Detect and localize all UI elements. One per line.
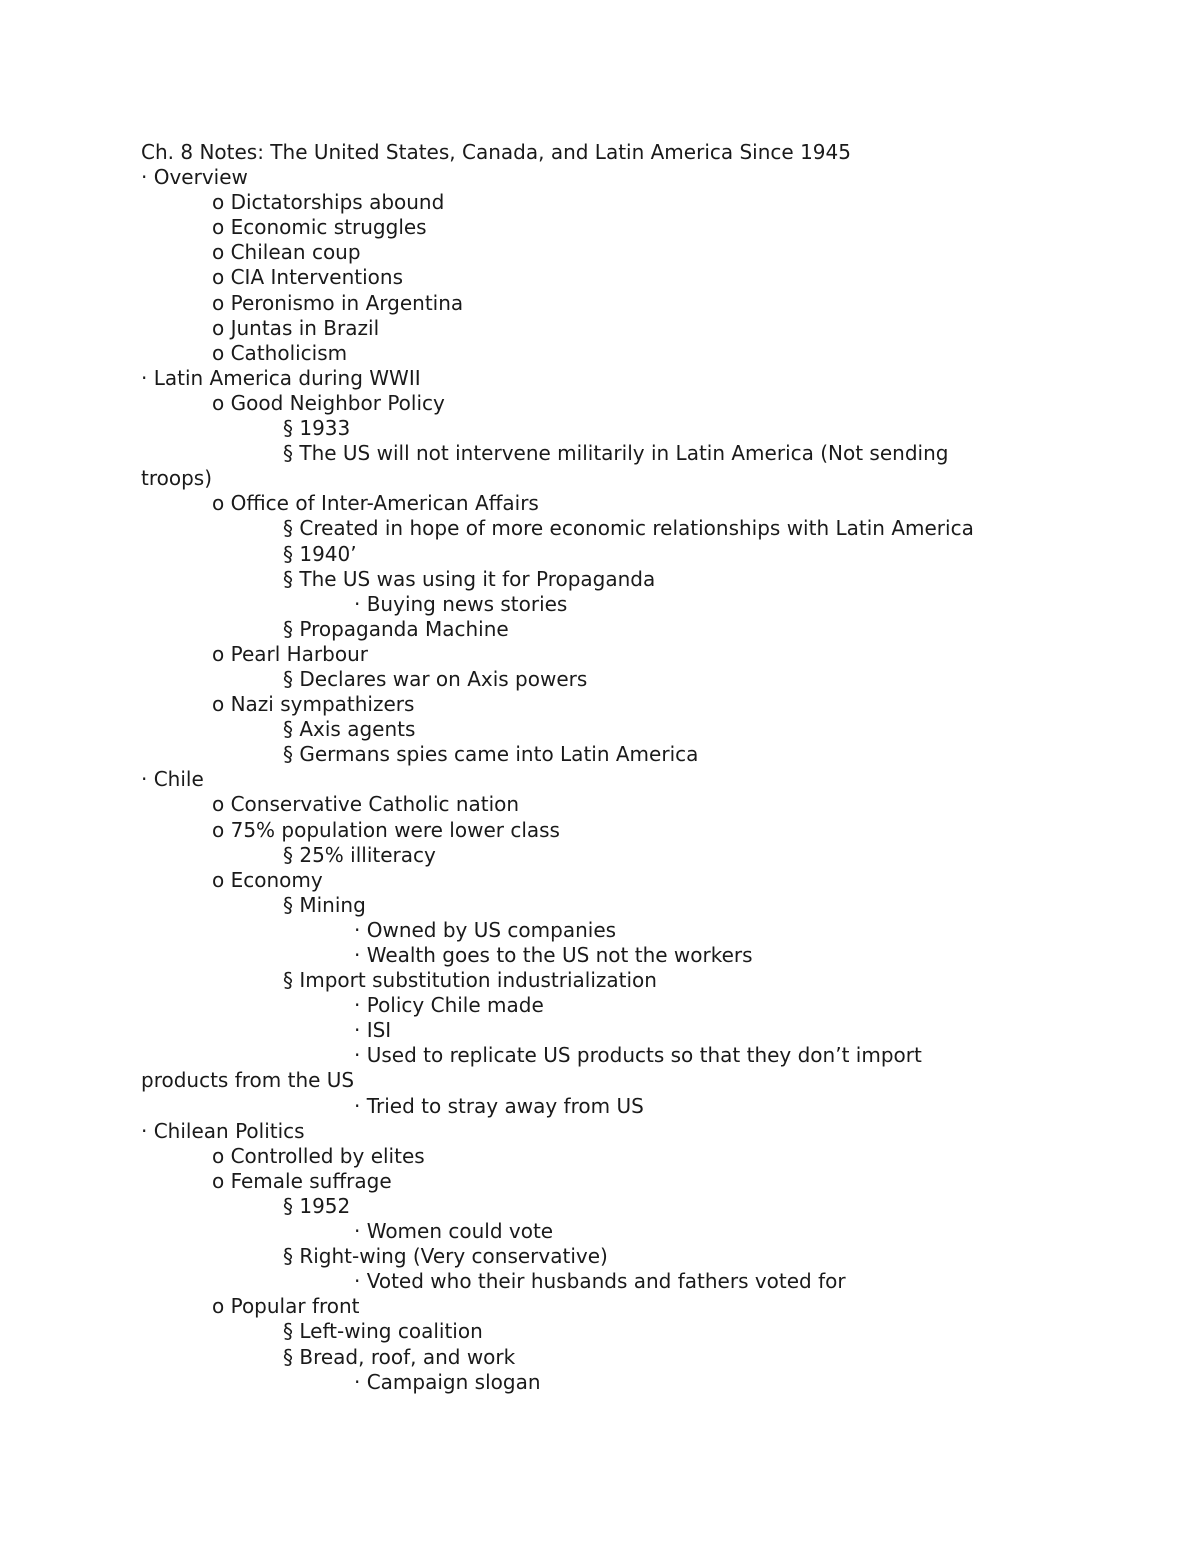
outline-subitem: o Pearl Harbour [212,641,368,666]
outline-subitem: o 75% population were lower class [212,817,560,842]
outline-subitem: o Good Neighbor Policy [212,390,445,415]
outline-detail: § Bread, roof, and work [283,1344,516,1369]
outline-detail: § Propaganda Machine [283,616,509,641]
outline-subdetail: · Policy Chile made [354,993,544,1018]
outline-subdetail: · Wealth goes to the US not the workers [354,943,753,967]
notes-outline [141,165,1041,1395]
wrapped-line-continuation: troops) [141,466,213,491]
outline-subitem: o Chilean coup [212,240,361,265]
outline-detail: § The US was using it for Propaganda [283,566,656,591]
outline-heading: · Chilean Politics [141,1118,305,1143]
outline-subitem: o Nazi sympathizers [212,692,415,717]
page-title: Ch. 8 Notes: The United States, Canada, and Latin America Since 1945 [141,140,851,164]
outline-detail: § 1933 [283,416,351,441]
outline-detail: § Import substitution industrialization [283,968,657,993]
outline-detail: § 1952 [283,1193,351,1218]
outline-detail: § Germans spies came into Latin America [283,742,699,767]
outline-subitem: o Catholicism [212,340,348,365]
outline-subitem: o Economy [212,867,323,892]
outline-subdetail: · Voted who their husbands and fathers voted for [354,1269,846,1294]
outline-heading: · Latin America during WWII [141,365,421,390]
outline-subitem: o Economic struggles [212,215,427,240]
outline-subdetail: · Buying news stories [354,591,568,616]
outline-detail: § Declares war on Axis powers [283,666,588,691]
outline-subitem: o Office of Inter-American Affairs [212,491,539,516]
outline-detail: § Left-wing coalition [283,1319,483,1344]
outline-detail: § Right-wing (Very conservative) [283,1244,608,1269]
outline-subdetail: · Owned by US companies [354,917,617,942]
wrapped-line-continuation: products from the US [141,1068,355,1093]
outline-heading: · Overview [141,165,248,190]
outline-subitem: o Juntas in Brazil [212,315,380,340]
outline-subitem: o Popular front [212,1294,360,1319]
outline-subitem: o Peronismo in Argentina [212,290,464,315]
outline-detail: § Axis agents [283,717,416,742]
outline-subitem: o Dictatorships abound [212,190,445,215]
outline-detail: § Created in hope of more economic relationships with Latin America [283,516,974,541]
outline-detail: § 1940’ [283,541,357,566]
outline-heading: · Chile [141,767,204,792]
outline-subdetail: · ISI [354,1018,392,1043]
outline-subdetail: · Tried to stray away from US [354,1093,644,1118]
outline-detail: § The US will not intervene militarily in Latin America (Not sending [283,441,949,466]
outline-subdetail: · Used to replicate US products so that they don’t import [354,1043,922,1068]
outline-subitem: o CIA Interventions [212,265,403,290]
outline-detail: § 25% illiteracy [283,842,436,867]
notes-body [141,140,1041,1395]
outline-subitem: o Conservative Catholic nation [212,792,520,817]
outline-detail: § Mining [283,892,366,917]
outline-subdetail: · Campaign slogan [354,1369,541,1394]
outline-subitem: o Controlled by elites [212,1143,425,1168]
outline-subdetail: · Women could vote [354,1219,554,1244]
outline-subitem: o Female suffrage [212,1168,392,1193]
